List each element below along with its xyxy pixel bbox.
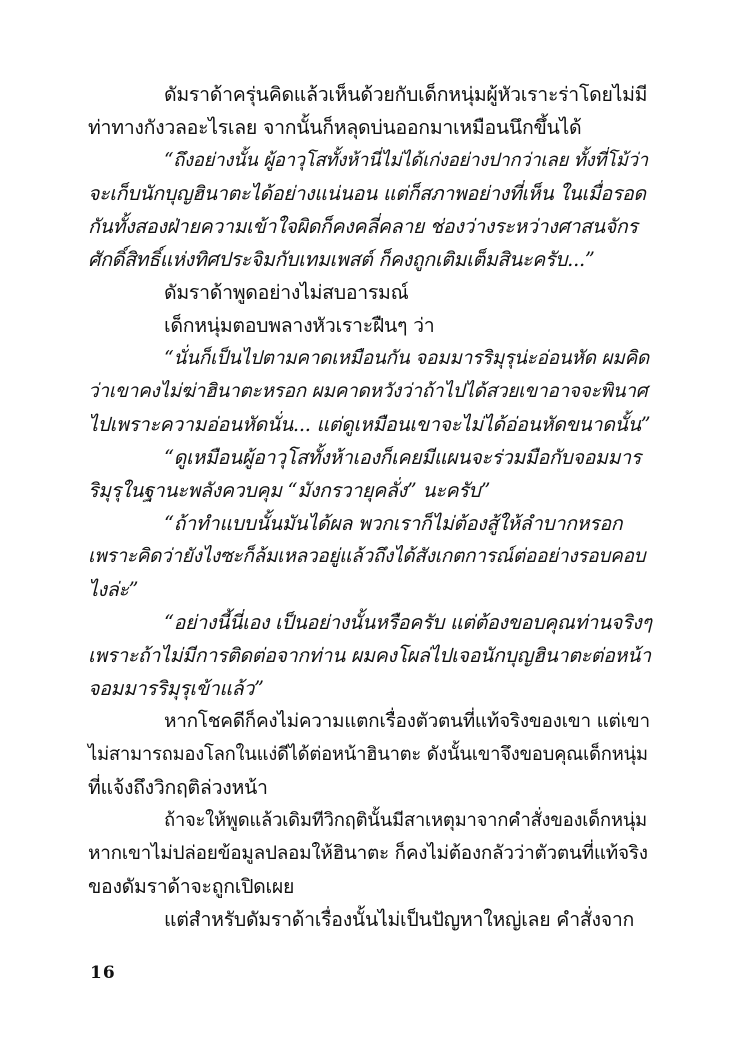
text-line: เด็กหนุ่มตอบพลางหัวเราะฝืนๆ ว่า bbox=[164, 314, 435, 337]
text-line: ท่าทางกังวลอะไรเลย จากนั้นก็หลุดบ่นออกมาเหมือนนึกขึ้นได้ bbox=[88, 116, 582, 139]
dialogue-line: จอมมารริมุรุเข้าแล้ว” bbox=[88, 677, 264, 700]
dialogue-line: “นั่นก็เป็นไปตามคาดเหมือนกัน จอมมารริมุรุน่ะอ่อนหัด ผมคิด bbox=[164, 347, 649, 369]
text-line: ของดัมราด้าจะถูกเปิดเผย bbox=[88, 875, 295, 898]
text-line: ถ้าจะให้พูดแล้วเดิมทีวิกฤตินั้นมีสาเหตุมาจากคำสั่งของเด็กหนุ่ม bbox=[164, 810, 647, 831]
dialogue-line: ริมุรุในฐานะพลังควบคุม “มังกรวายุคลั่ง” นะครับ” bbox=[88, 479, 491, 502]
dialogue-line: เพราะถ้าไม่มีการติดต่อจากท่าน ผมคงโผล่ไปเจอนักบุญฮินาตะต่อหน้า bbox=[88, 644, 651, 667]
dialogue-line: “อย่างนี้นี่เอง เป็นอย่างนั้นหรือครับ แต่ต้องขอบคุณท่านจริงๆ bbox=[164, 611, 652, 634]
text-line: หากโชคดีก็คงไม่ความแตกเรื่องตัวตนที่แท้จริงของเขา แต่เขา bbox=[164, 710, 650, 732]
text-line: หากเขาไม่ปล่อยข้อมูลปลอมให้ฮินาตะ ก็คงไม่ต้องกลัวว่าตัวตนที่แท้จริง bbox=[88, 842, 648, 864]
text-line: ที่แจ้งถึงวิกฤติล่วงหน้า bbox=[88, 776, 268, 799]
dialogue-line: จะเก็บนักบุญฮินาตะได้อย่างแน่นอน แต่ก็สภาพอย่างที่เห็น ในเมื่อรอด bbox=[88, 182, 646, 205]
text-line: แต่สำหรับดัมราด้าเรื่องนั้นไม่เป็นปัญหาใหญ่เลย คำสั่งจาก bbox=[164, 908, 635, 931]
dialogue-line: ไปเพราะความอ่อนหัดนั่น... แต่ดูเหมือนเขาจะไม่ได้อ่อนหัดขนาดนั้น” bbox=[88, 413, 651, 436]
dialogue-line: กันทั้งสองฝ่ายความเข้าใจผิดก็คงคลี่คลาย ช่องว่างระหว่างศาสนจักร bbox=[88, 215, 638, 238]
dialogue-line: “ดูเหมือนผู้อาวุโสทั้งห้าเองก็เคยมีแผนจะร่วมมือกับจอมมาร bbox=[164, 446, 641, 469]
text-line: ไม่สามารถมองโลกในแง่ดีได้ต่อหน้าฮินาตะ ดังนั้นเขาจึงขอบคุณเด็กหนุ่ม bbox=[88, 744, 648, 765]
dialogue-line: ไงล่ะ” bbox=[88, 578, 139, 601]
book-page-body bbox=[88, 78, 652, 936]
dialogue-line: ว่าเขาคงไม่ฆ่าฮินาตะหรอก ผมคาดหวังว่าถ้าไปได้สวยเขาอาจจะพินาศ bbox=[88, 380, 648, 402]
dialogue-line: ศักดิ์สิทธิ์แห่งทิศประจิมกับเทมเพสต์ ก็คงถูกเติมเต็มสินะครับ...” bbox=[88, 248, 595, 271]
dialogue-line: “ถ้าทำแบบนั้นมันได้ผล พวกเราก็ไม่ต้องสู้ให้ลำบากหรอก bbox=[164, 512, 623, 535]
dialogue-line: “ถึงอย่างนั้น ผู้อาวุโสทั้งห้านี่ไม่ได้เก่งอย่างปากว่าเลย ทั้งที่โม้ว่า bbox=[164, 150, 648, 171]
page-number: 16 bbox=[90, 963, 116, 983]
dialogue-line: เพราะคิดว่ายังไงซะก็ล้มเหลวอยู่แล้วถึงได้สังเกตการณ์ต่ออย่างรอบคอบ bbox=[88, 545, 646, 567]
text-line: ดัมราด้าพูดอย่างไม่สบอารมณ์ bbox=[164, 281, 409, 304]
text-line: ดัมราด้าครุ่นคิดแล้วเห็นด้วยกับเด็กหนุ่มผู้หัวเราะร่าโดยไม่มี bbox=[164, 83, 648, 106]
